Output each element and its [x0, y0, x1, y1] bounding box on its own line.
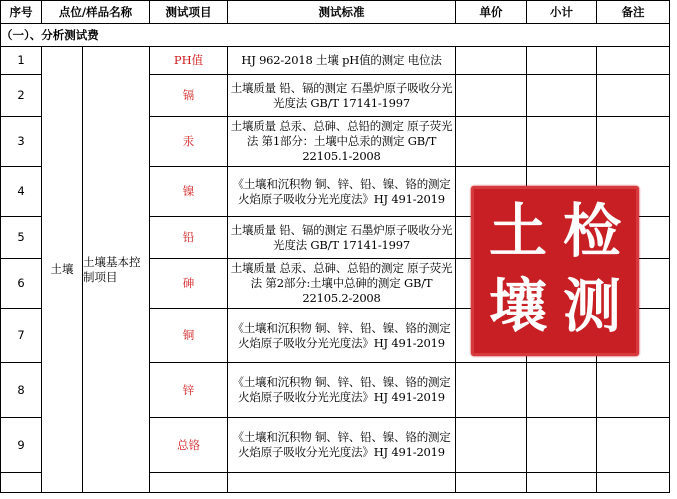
header-row — [1, 1, 670, 24]
test-standard: 《土壤和沉积物 铜、锌、铅、镍、铬的测定 火焰原子吸收分光光度法》HJ 491-2019 — [228, 309, 456, 363]
subtotal-cell[interactable] — [527, 47, 597, 75]
note-cell[interactable] — [597, 363, 670, 418]
category-name: 土壤基本控制项目 — [83, 47, 150, 493]
test-item: 镍 — [150, 167, 228, 217]
price-cell[interactable] — [456, 473, 527, 493]
price-cell[interactable] — [456, 75, 527, 117]
stamp-text — [481, 196, 629, 346]
test-standard: 土壤质量 总汞、总砷、总铅的测定 原子荧光法 第1部分：土壤中总汞的测定 GB/T 22105.1-2008 — [228, 117, 456, 167]
row-no: 2 — [1, 75, 42, 117]
header-site: 点位/样品名称 — [42, 1, 150, 24]
stamp-char: 土 — [488, 197, 547, 265]
header-subtotal: 小计 — [527, 1, 597, 24]
price-cell[interactable] — [456, 363, 527, 418]
header-item: 测试项目 — [150, 1, 228, 24]
site-name: 土壤 — [42, 47, 83, 493]
subtotal-cell[interactable] — [527, 418, 597, 473]
row-no: 7 — [1, 309, 42, 363]
row-no: 6 — [1, 259, 42, 309]
test-item: 汞 — [150, 117, 228, 167]
test-item: 砷 — [150, 259, 228, 309]
subtotal-cell[interactable] — [527, 473, 597, 493]
subtotal-cell[interactable] — [527, 117, 597, 167]
subtotal-cell[interactable] — [527, 75, 597, 117]
price-cell[interactable] — [456, 47, 527, 75]
test-standard: HJ 962-2018 土壤 pH值的测定 电位法 — [228, 47, 456, 75]
section-row — [1, 24, 670, 47]
test-item: PH值 — [150, 47, 228, 75]
row-no-empty — [1, 473, 42, 493]
note-cell[interactable] — [597, 473, 670, 493]
stamp-char: 检 — [562, 197, 621, 265]
note-cell[interactable] — [597, 75, 670, 117]
test-standard: 《土壤和沉积物 铜、锌、铅、镍、铬的测定 火焰原子吸收分光光度法》HJ 491-2019 — [228, 167, 456, 217]
note-cell[interactable] — [597, 47, 670, 75]
standard-cell-empty — [228, 473, 456, 493]
subtotal-cell[interactable] — [527, 363, 597, 418]
section-title: （一）、分析测试费 — [1, 24, 670, 47]
item-cell-empty — [150, 473, 228, 493]
header-note: 备注 — [597, 1, 670, 24]
test-item: 铅 — [150, 217, 228, 259]
row-no: 9 — [1, 418, 42, 473]
test-standard: 土壤质量 铅、镉的测定 石墨炉原子吸收分光光度法 GB/T 17141-1997 — [228, 75, 456, 117]
row-no: 1 — [1, 47, 42, 75]
test-standard: 土壤质量 铅、镉的测定 石墨炉原子吸收分光光度法 GB/T 17141-1997 — [228, 217, 456, 259]
row-no: 8 — [1, 363, 42, 418]
table-row — [1, 47, 670, 75]
note-cell[interactable] — [597, 418, 670, 473]
test-standard: 《土壤和沉积物 铜、锌、铅、镍、铬的测定 火焰原子吸收分光光度法》HJ 491-2019 — [228, 418, 456, 473]
price-cell[interactable] — [456, 418, 527, 473]
test-standard: 土壤质量 总汞、总砷、总铅的测定 原子荧光法 第2部分:土壤中总砷的测定 GB/T 22105.2-2008 — [228, 259, 456, 309]
row-no: 3 — [1, 117, 42, 167]
stamp-seal — [471, 186, 639, 356]
test-item: 总铬 — [150, 418, 228, 473]
stamp-char: 测 — [562, 272, 621, 340]
stamp-char: 壤 — [488, 272, 547, 340]
test-item: 镉 — [150, 75, 228, 117]
header-price: 单价 — [456, 1, 527, 24]
header-no: 序号 — [1, 1, 42, 24]
price-cell[interactable] — [456, 117, 527, 167]
header-standard: 测试标准 — [228, 1, 456, 24]
test-standard: 《土壤和沉积物 铜、锌、铅、镍、铬的测定 火焰原子吸收分光光度法》HJ 491-2019 — [228, 363, 456, 418]
row-no: 5 — [1, 217, 42, 259]
note-cell[interactable] — [597, 117, 670, 167]
row-no: 4 — [1, 167, 42, 217]
test-item: 铜 — [150, 309, 228, 363]
test-item: 锌 — [150, 363, 228, 418]
